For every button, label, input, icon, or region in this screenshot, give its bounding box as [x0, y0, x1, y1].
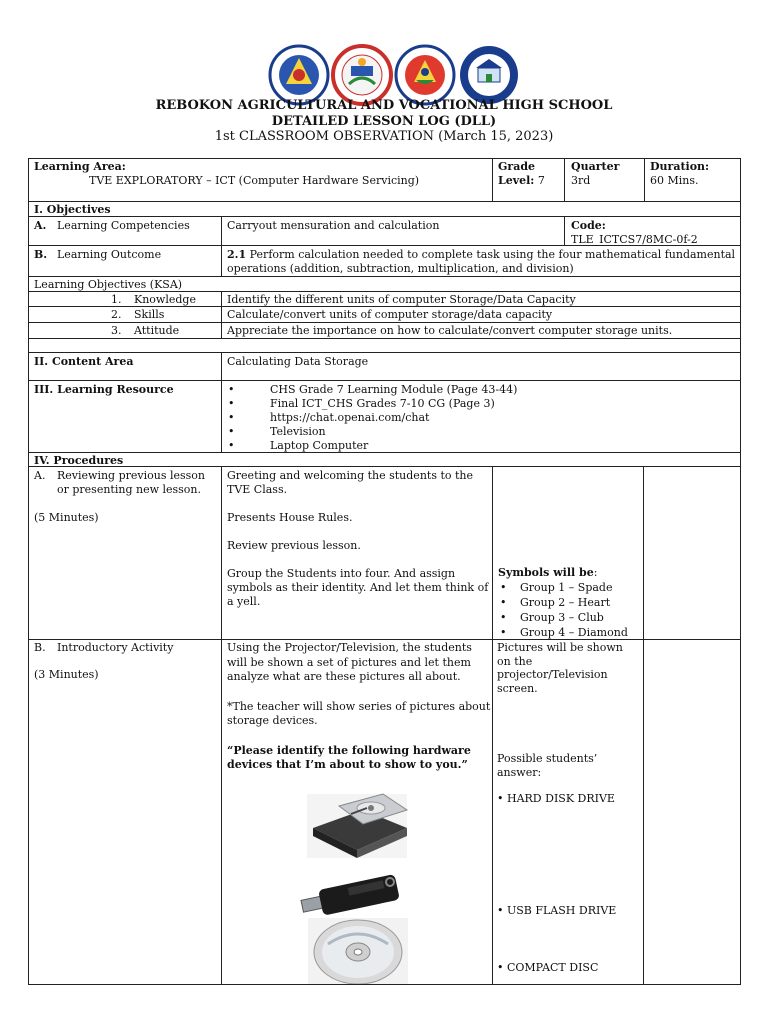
grade-label: Grade [498, 160, 536, 173]
procedure-a-title-2: or presenting new lesson. [57, 483, 202, 496]
observation-subtitle: 1st CLASSROOM OBSERVATION (March 15, 2023) [214, 129, 554, 144]
ksa-skills-label: Skills [134, 308, 165, 321]
competencies-value: Carryout mensuration and calculation [227, 219, 440, 232]
deped-regional-seal [268, 44, 330, 106]
procedure-a-rules: Presents House Rules. [227, 511, 353, 524]
ksa-num: 2. [111, 308, 122, 321]
compact-disc-image [308, 918, 408, 984]
outcome-letter: B. [34, 248, 48, 261]
procedure-b-right-2: on the [497, 655, 533, 668]
ksa-num: 3. [111, 324, 122, 337]
symbols-list [498, 580, 628, 640]
symbols-colon: : [593, 566, 598, 579]
resources-heading: III. Learning Resource [34, 383, 174, 396]
outcome-text: Perform calculation needed to complete task using the four mathematical fundamental [249, 248, 736, 261]
document-title: DETAILED LESSON LOG (DLL) [271, 114, 497, 129]
possible-answer-label-1: Possible students’ [497, 752, 598, 765]
resource-item: • CHS Grade 7 Learning Module (Page 43-44) [228, 383, 517, 397]
procedure-a-group-3: a yell. [227, 595, 261, 608]
ksa-num: 1. [111, 293, 122, 306]
department-of-education-seal [394, 44, 456, 106]
outcome-line-1 [227, 248, 735, 262]
content-area-heading: II. Content Area [34, 355, 134, 368]
symbols-label: Symbols will be [498, 566, 594, 579]
procedure-b-note-2: storage devices. [227, 714, 318, 727]
ksa-knowledge-value: Identify the different units of computer Storage/Data Capacity [227, 293, 576, 306]
possible-answer-label-2: answer: [497, 766, 542, 779]
duration-label: Duration: [650, 160, 710, 173]
outcome-line-2: operations (addition, subtraction, multiplication, and division) [227, 262, 574, 275]
procedure-a-time: (5 Minutes) [34, 511, 99, 524]
level-value: 7 [537, 174, 545, 187]
procedure-b-line-3: analyze what are these pictures all about. [227, 670, 461, 683]
learning-area-value: TVE EXPLORATORY – ICT (Computer Hardware Servicing) [89, 174, 420, 187]
procedure-a-line-2: TVE Class. [227, 483, 288, 496]
procedure-a-group-1: Group the Students into four. And assign [227, 567, 456, 580]
ksa-attitude-label: Attitude [134, 324, 180, 337]
deped-region-logo [331, 44, 393, 106]
symbol-item: • Group 4 – Diamond [498, 625, 628, 640]
duration-value: 60 Mins. [650, 174, 699, 187]
objectives-heading: I. Objectives [34, 203, 111, 216]
outcome-label: Learning Outcome [57, 248, 162, 261]
procedure-b-line-2: will be shown a set of pictures and let them [227, 656, 471, 669]
symbol-item: • Group 3 – Club [498, 610, 628, 625]
answer-compact-disc: • COMPACT DISC [497, 961, 599, 974]
symbols-heading [498, 566, 597, 580]
ksa-knowledge-label: Knowledge [134, 293, 196, 306]
procedure-a-review: Review previous lesson. [227, 539, 361, 552]
procedure-b-right-3: projector/Television [497, 668, 608, 681]
ksa-attitude-value: Appreciate the importance on how to calculate/convert computer storage units. [227, 324, 673, 337]
rebokon-school-logo [458, 44, 520, 106]
quarter-value: 3rd [571, 174, 591, 187]
procedure-b-note-1: *The teacher will show series of pictures about [227, 700, 491, 713]
answer-usb-flash-drive: • USB FLASH DRIVE [497, 904, 617, 917]
logo-row [0, 44, 768, 106]
grade-level [498, 174, 545, 188]
procedure-a-letter: A. [34, 469, 46, 482]
usb-flash-drive-image [298, 868, 404, 916]
resources-list [228, 383, 517, 453]
resource-item: • Final ICT_CHS Grades 7-10 CG (Page 3) [228, 397, 517, 411]
code-value: TLE_ICTCS7/8MC-0f-2 [571, 233, 698, 246]
ksa-skills-value: Calculate/convert units of computer storage/data capacity [227, 308, 553, 321]
procedure-b-line-1: Using the Projector/Television, the students [227, 641, 472, 654]
answer-hard-disk-drive: • HARD DISK DRIVE [497, 792, 615, 805]
competencies-letter: A. [34, 219, 47, 232]
competencies-label: Learning Competencies [57, 219, 190, 232]
procedure-b-title: Introductory Activity [57, 641, 174, 654]
level-label: Level: [498, 174, 535, 187]
procedure-a-line-1: Greeting and welcoming the students to the [227, 469, 474, 482]
procedure-b-right-4: screen. [497, 682, 538, 695]
learning-area-label: Learning Area: [34, 160, 126, 173]
outcome-number: 2.1 [227, 248, 247, 261]
school-name: REBOKON AGRICULTURAL AND VOCATIONAL HIGH SCHOOL [155, 98, 613, 113]
symbol-item: • Group 1 – Spade [498, 580, 628, 595]
procedure-b-quote-1: “Please identify the following hardware [227, 744, 471, 757]
procedure-b-letter: B. [34, 641, 46, 654]
resource-item: • Laptop Computer [228, 439, 517, 453]
procedure-b-quote-2: devices that I’m about to show to you.” [227, 758, 468, 771]
resource-item: • https://chat.openai.com/chat [228, 411, 517, 425]
content-area-value: Calculating Data Storage [227, 355, 369, 368]
symbol-item: • Group 2 – Heart [498, 595, 628, 610]
procedure-b-right-1: Pictures will be shown [497, 641, 623, 654]
quarter-label: Quarter [571, 160, 620, 173]
resource-item: • Television [228, 425, 517, 439]
procedure-a-group-2: symbols as their identity. And let them think of [227, 581, 489, 594]
ksa-label: Learning Objectives (KSA) [34, 278, 183, 291]
procedure-b-time: (3 Minutes) [34, 668, 99, 681]
procedure-a-title-1: Reviewing previous lesson [57, 469, 206, 482]
procedures-heading: IV. Procedures [34, 454, 124, 467]
code-label: Code: [571, 219, 606, 232]
hard-disk-drive-image [305, 788, 410, 862]
